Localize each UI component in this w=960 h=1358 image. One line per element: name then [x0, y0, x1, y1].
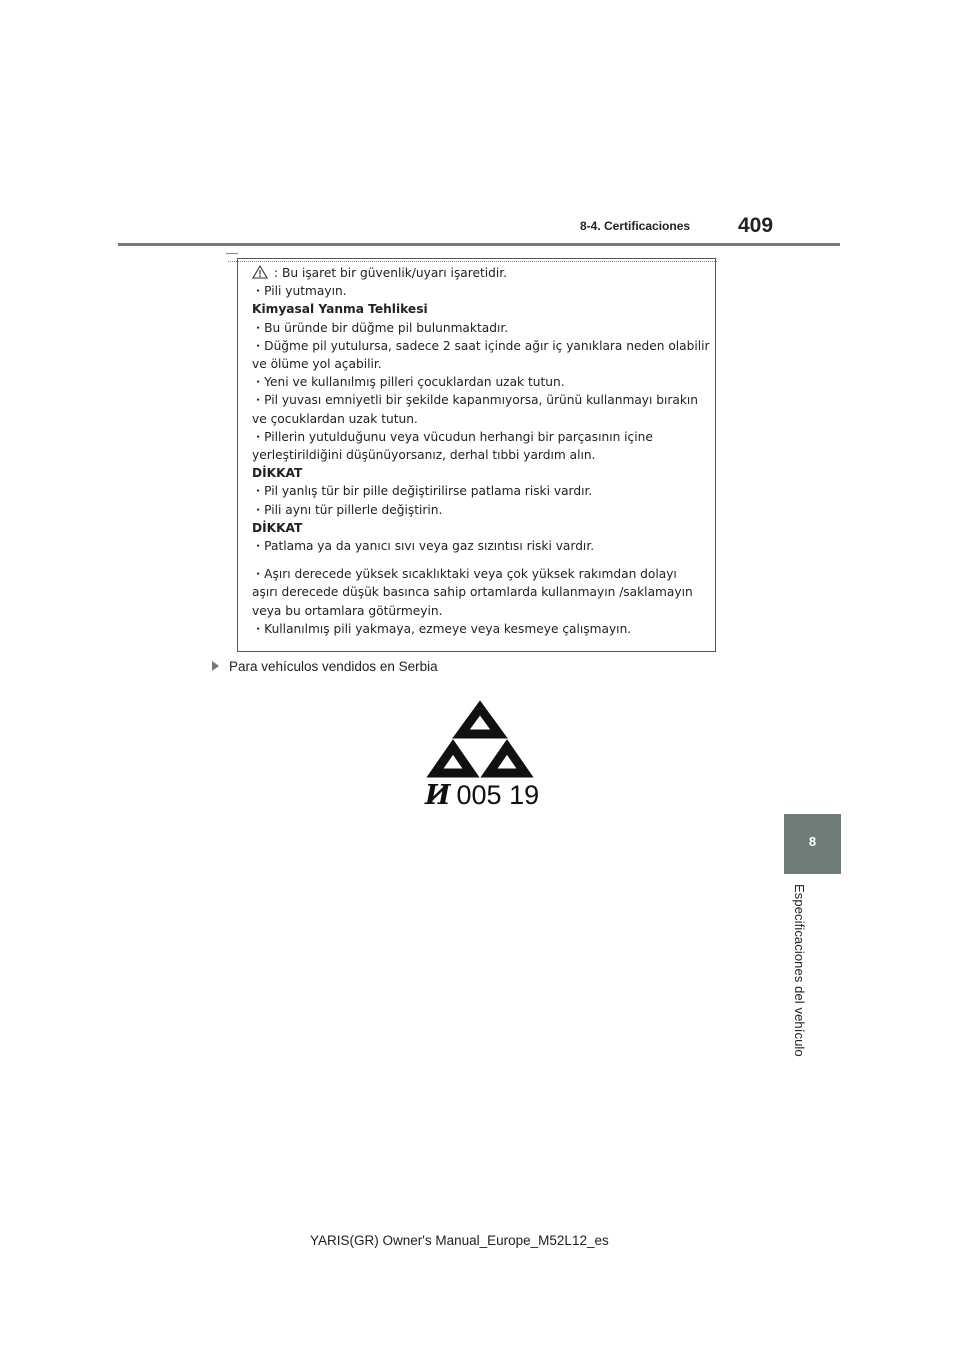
- warning-line-text: ・Pil yanlış tür bir pille değiştirilirse patlama riski vardır.: [252, 484, 593, 499]
- warning-line-text: yerleştirildiğini düşünüyorsanız, derhal tıbbi yardım alın.: [252, 448, 596, 463]
- battery-warning-label: [237, 258, 716, 652]
- warning-line-text: ve çocuklardan uzak tutun.: [252, 411, 418, 426]
- header-divider: [118, 243, 840, 246]
- warning-line-text: DİKKAT: [252, 520, 303, 535]
- warning-line-text: ・Pil yuvası emniyetli bir şekilde kapanmıyorsa, ürünü kullanmayı bırakın: [252, 393, 699, 408]
- section-title: 8-4. Certificaciones: [580, 219, 691, 233]
- warning-triangle-icon: [252, 265, 268, 279]
- warning-line-text: ・Pillerin yutulduğunu veya vücudun herhangi bir parçasının içine: [252, 429, 653, 444]
- warning-line-text: ・Patlama ya da yanıcı sıvı veya gaz sızıntısı riski vardır.: [252, 539, 595, 554]
- warning-line: [252, 446, 707, 464]
- warning-heading: [252, 464, 707, 482]
- page-number: 409: [738, 214, 774, 237]
- warning-line-text: ・Yeni ve kullanılmış pilleri çocuklardan uzak tutun.: [252, 375, 565, 390]
- warning-line: [252, 428, 707, 446]
- warning-heading: [252, 300, 707, 318]
- warning-line-text: ・Aşırı derecede yüksek sıcaklıktaki veya çok yüksek rakımdan dolayı: [252, 567, 677, 582]
- warning-line: [252, 602, 707, 620]
- warning-line: [252, 565, 707, 583]
- warning-line-text: Kimyasal Yanma Tehlikesi: [252, 302, 428, 317]
- chapter-title: Especificaciones del vehículo: [792, 884, 807, 1057]
- warning-line: [252, 282, 707, 300]
- warning-heading: [252, 519, 707, 537]
- warning-line: [252, 620, 707, 638]
- warning-line: [252, 264, 707, 282]
- warning-line: [252, 319, 707, 337]
- serbian-mark-code: [425, 780, 539, 811]
- warning-line: [252, 482, 707, 500]
- serbia-caption: Para vehículos vendidos en Serbia: [229, 659, 438, 674]
- bullet-arrow-icon: [212, 661, 219, 671]
- warning-line: [252, 355, 707, 373]
- warning-line: [252, 501, 707, 519]
- line-gap: [252, 555, 707, 565]
- warning-line-text: ve ölüme yol açabilir.: [252, 357, 382, 372]
- warning-line: [252, 583, 707, 601]
- warning-line-text: aşırı derecede düşük basınca sahip ortamlarda kullanmayın /saklamayın: [252, 585, 693, 600]
- warning-line: [252, 337, 710, 355]
- warning-line-text: veya bu ortamlara götürmeyin.: [252, 603, 443, 618]
- serbian-mark-letter: И: [425, 780, 451, 811]
- chapter-number: 8: [808, 834, 817, 849]
- warning-line: [252, 410, 707, 428]
- warning-line-text: ・Pili aynı tür pillerle değiştirin.: [252, 502, 443, 517]
- page-footer: YARIS(GR) Owner's Manual_Europe_M52L12_es: [310, 1233, 609, 1248]
- warning-line-text: : Bu işaret bir güvenlik/uyarı işaretidir.: [274, 266, 508, 280]
- warning-line-text: DİKKAT: [252, 466, 303, 481]
- warning-line-text: ・Pili yutmayın.: [252, 284, 347, 299]
- warning-label-text: [252, 264, 710, 638]
- warning-line-text: ・Bu üründe bir düğme pil bulunmaktadır.: [252, 320, 509, 335]
- serbian-mark-number: 005 19: [456, 780, 540, 810]
- chapter-tab: [784, 814, 841, 874]
- warning-line: [252, 373, 707, 391]
- warning-line-text: ・Düğme pil yutulursa, sadece 2 saat içinde ağır iç yanıklara neden olabilir: [252, 338, 710, 353]
- warning-line-text: ・Kullanılmış pili yakmaya, ezmeye veya kesmeye çalışmayın.: [252, 621, 632, 636]
- warning-line: [252, 537, 707, 555]
- warning-line: [252, 391, 707, 409]
- serbia-bullet-item: [212, 659, 438, 674]
